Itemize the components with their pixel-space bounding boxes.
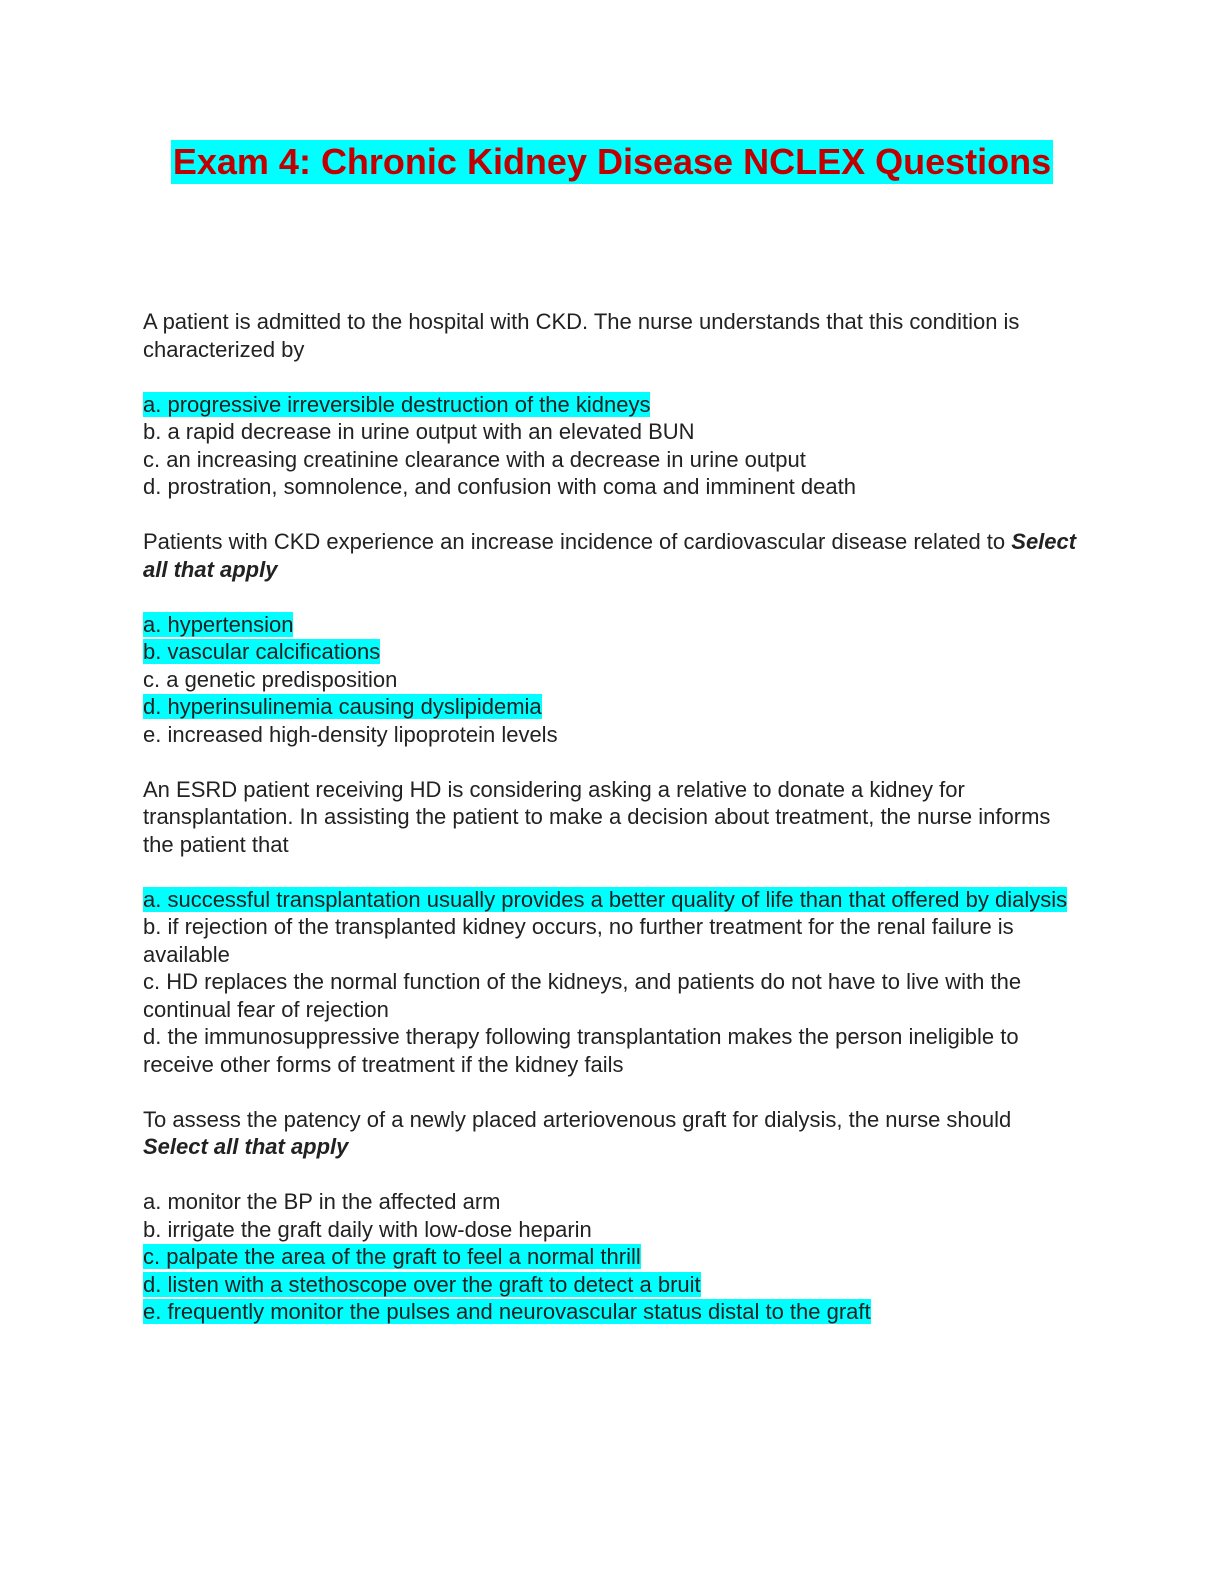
option-item [143, 913, 1078, 968]
option-item [143, 886, 1078, 914]
option-text: e. increased high-density lipoprotein levels [143, 721, 558, 747]
option-text-highlighted: a. progressive irreversible destruction of the kidneys [143, 391, 651, 417]
option-item [143, 418, 1078, 446]
option-text: c. a genetic predisposition [143, 666, 398, 692]
option-list [143, 391, 1078, 501]
option-text-highlighted: a. successful transplantation usually provides a better quality of life than that offered by dialysis [143, 886, 1068, 912]
question-stem [143, 528, 1078, 583]
option-text: d. the immunosuppressive therapy following transplantation makes the person ineligible to receive other forms of treatment if the kidney fails [143, 1024, 1019, 1077]
option-text-highlighted: c. palpate the area of the graft to feel a normal thrill [143, 1244, 641, 1269]
option-item [143, 1216, 1078, 1244]
question-block-4 [143, 1106, 1078, 1326]
option-item [143, 446, 1078, 474]
option-list [143, 1188, 1078, 1326]
option-list [143, 886, 1078, 1079]
question-stem-text: An ESRD patient receiving HD is considering asking a relative to donate a kidney for transplantation. In assisting the patient to make a decision about treatment, the nurse informs the patient that [143, 776, 1051, 857]
option-text-highlighted: b. vascular calcifications [143, 639, 381, 664]
option-text: b. a rapid decrease in urine output with an elevated BUN [143, 419, 695, 444]
option-item [143, 611, 1078, 639]
option-item [143, 638, 1078, 666]
option-text: a. monitor the BP in the affected arm [143, 1189, 501, 1214]
question-instruction: Select all that apply [143, 529, 1077, 582]
question-stem [143, 776, 1078, 859]
question-stem [143, 1106, 1078, 1161]
option-item [143, 1188, 1078, 1216]
option-text-highlighted: a. hypertension [143, 611, 294, 637]
option-item [143, 721, 1078, 749]
option-text: c. HD replaces the normal function of the kidneys, and patients do not have to live with the continual fear of rejection [143, 969, 1022, 1022]
question-instruction: Select all that apply [143, 1134, 349, 1159]
question-stem [143, 308, 1078, 363]
option-item [143, 1243, 1078, 1271]
option-item [143, 968, 1078, 1023]
option-list [143, 611, 1078, 749]
option-item [143, 473, 1078, 501]
question-block-3 [143, 776, 1078, 1079]
option-item [143, 1023, 1078, 1078]
option-item [143, 693, 1078, 721]
option-text-highlighted: d. listen with a stethoscope over the graft to detect a bruit [143, 1271, 701, 1297]
title-wrap [0, 140, 1224, 184]
question-stem-text: To assess the patency of a newly placed arteriovenous graft for dialysis, the nurse should [143, 1106, 1012, 1132]
page-title: Exam 4: Chronic Kidney Disease NCLEX Questions [172, 141, 1052, 182]
question-block-2 [143, 528, 1078, 748]
question-stem-text: A patient is admitted to the hospital with CKD. The nurse understands that this condition is characterized by [143, 309, 1020, 362]
option-text: b. irrigate the graft daily with low-dose heparin [143, 1216, 592, 1242]
option-text: d. prostration, somnolence, and confusion with coma and imminent death [143, 474, 856, 499]
questions-container [143, 308, 1078, 1353]
question-stem-text: Patients with CKD experience an increase incidence of cardiovascular disease related to [143, 529, 1006, 554]
option-item [143, 1271, 1078, 1299]
option-text: b. if rejection of the transplanted kidney occurs, no further treatment for the renal failure is available [143, 914, 1014, 967]
option-text-highlighted: d. hyperinsulinemia causing dyslipidemia [143, 694, 542, 719]
question-block-1 [143, 308, 1078, 501]
option-item [143, 1298, 1078, 1326]
option-item [143, 391, 1078, 419]
option-text-highlighted: e. frequently monitor the pulses and neurovascular status distal to the graft [143, 1299, 871, 1324]
option-text: c. an increasing creatinine clearance with a decrease in urine output [143, 446, 806, 472]
option-item [143, 666, 1078, 694]
